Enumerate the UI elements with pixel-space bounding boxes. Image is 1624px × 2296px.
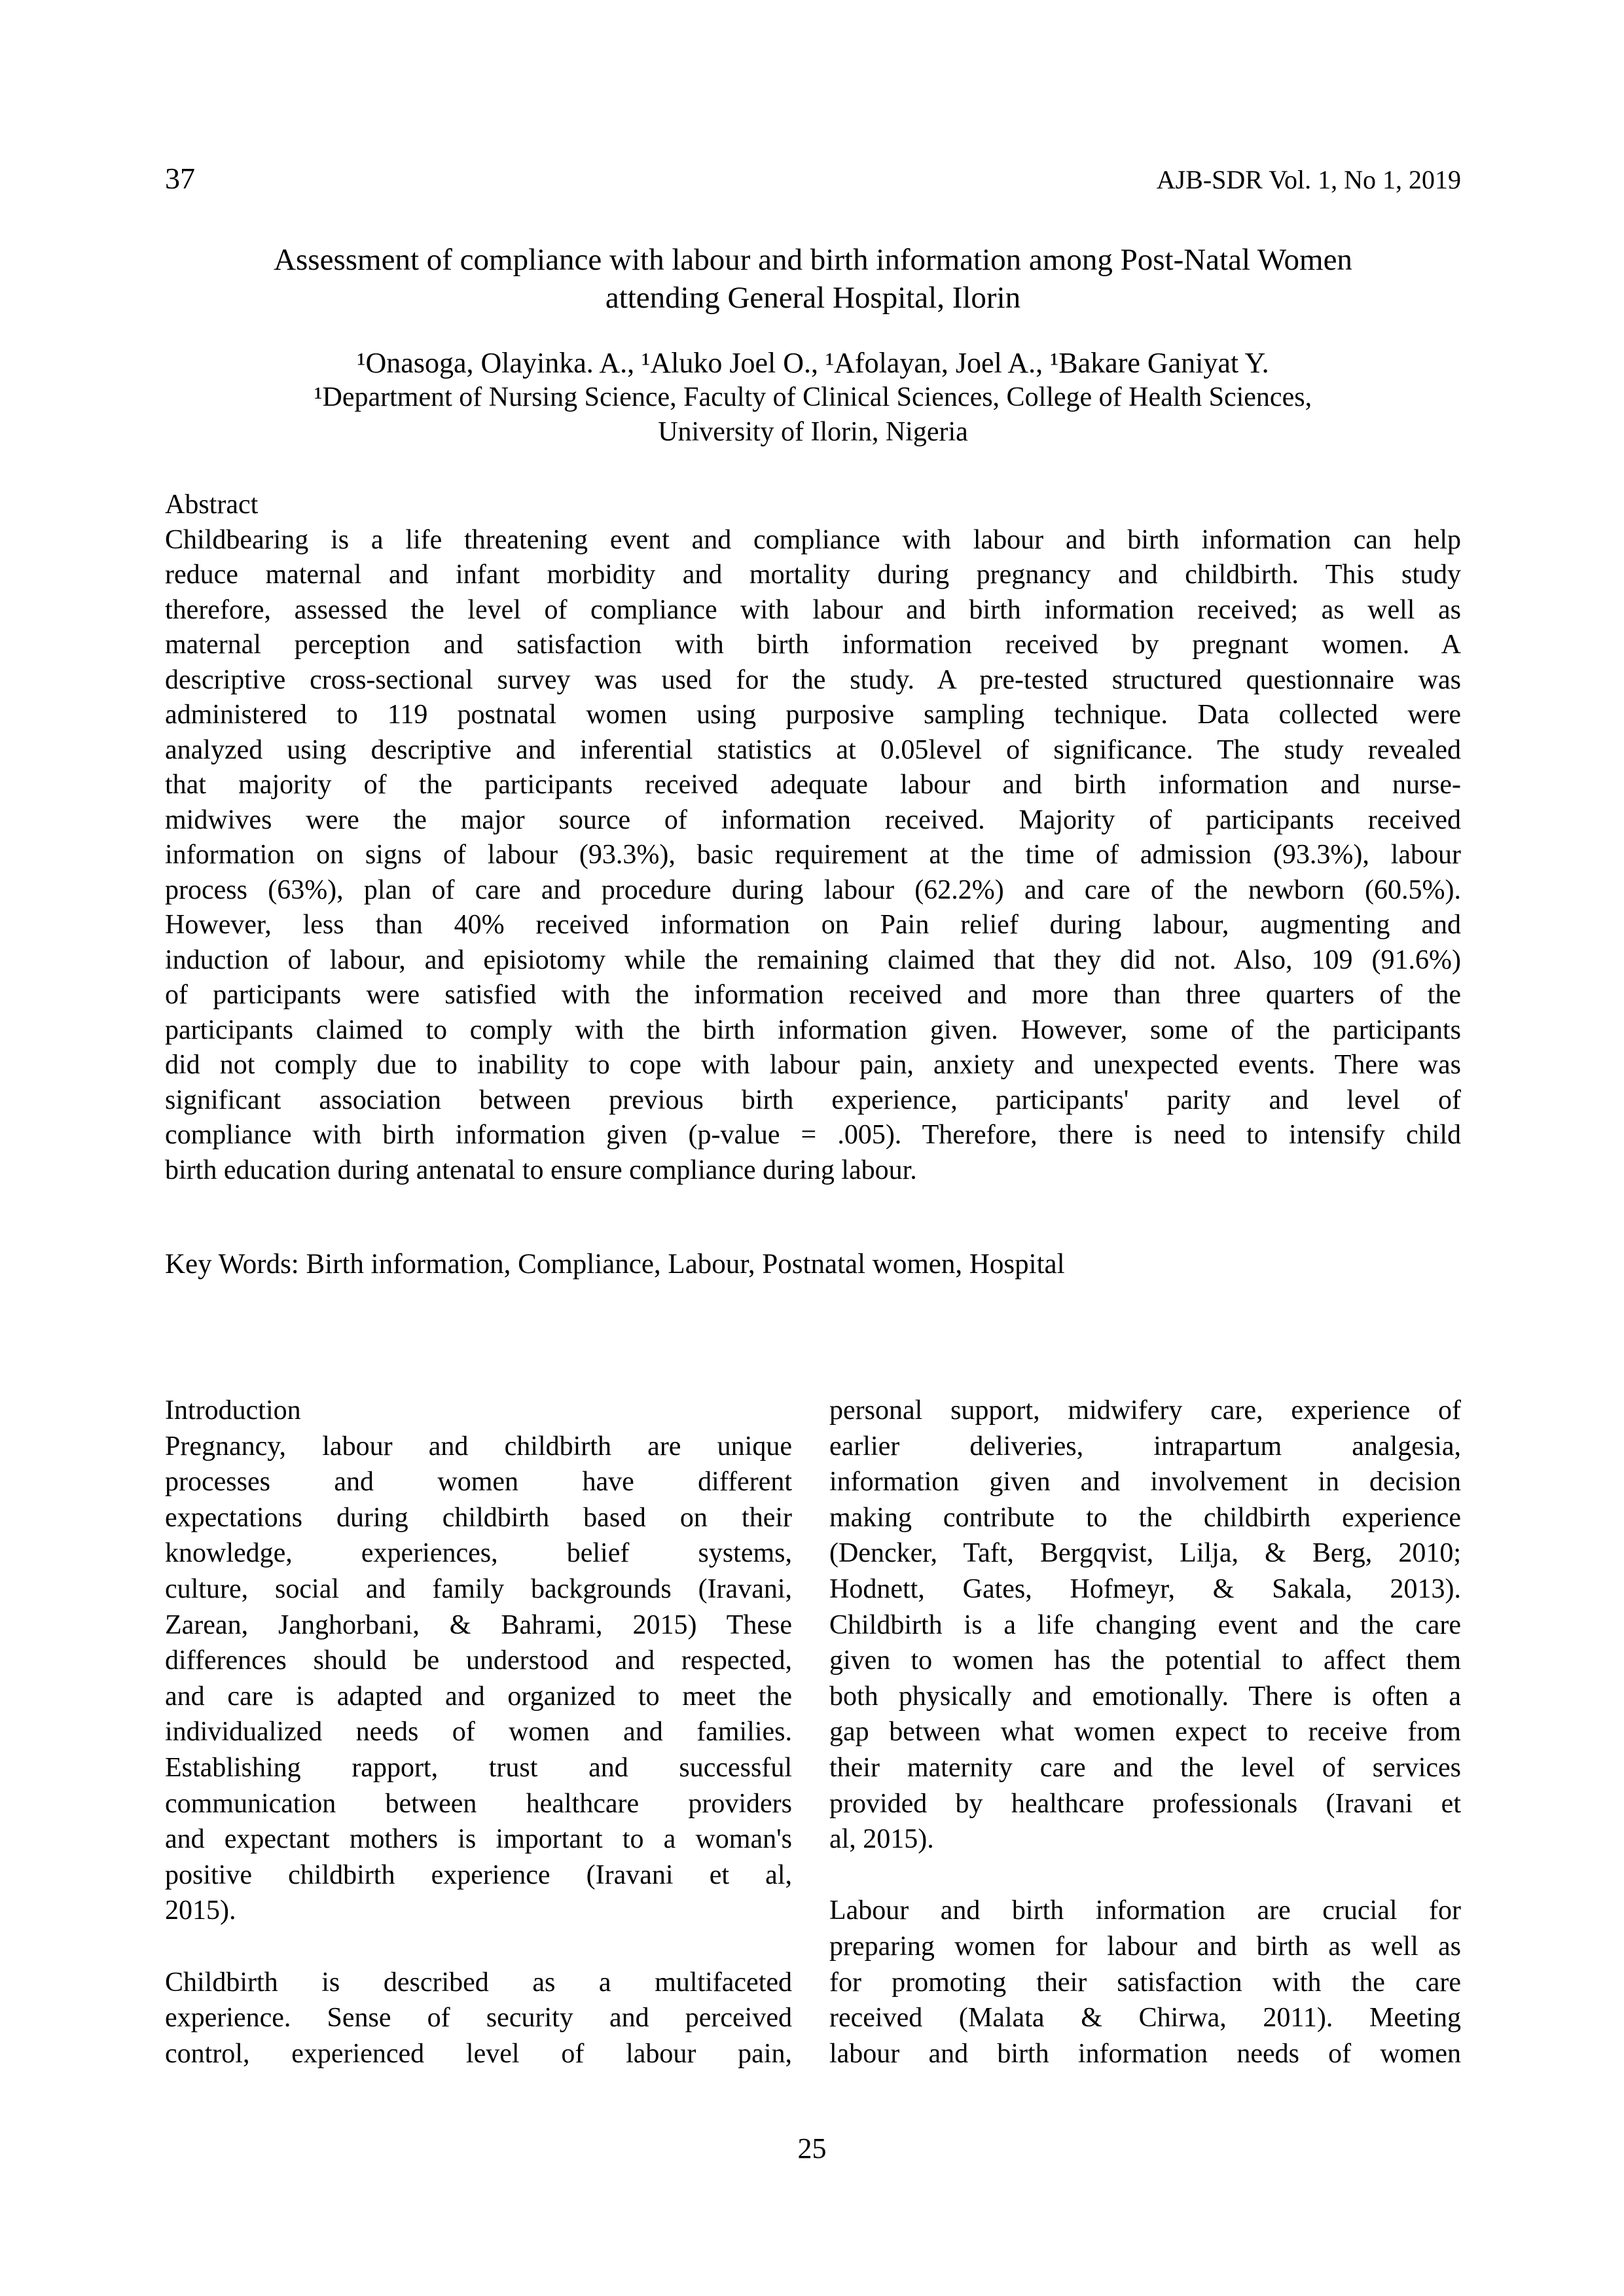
text-line: process (63%), plan of care and procedure during labour (62.2%) and care of the newborn (60.5%). — [165, 874, 1461, 905]
text-line: induction of labour, and episiotomy while the remaining claimed that they did not. Also, 109 (91.6%) — [165, 944, 1461, 975]
text-line: Pregnancy, labour and childbirth are unique — [165, 1431, 792, 1462]
abstract-body — [165, 523, 1461, 1189]
text-line: expectations during childbirth based on their — [165, 1502, 792, 1533]
paper-title-line2: attending General Hospital, Ilorin — [605, 281, 1021, 315]
paper-title-line1: Assessment of compliance with labour and birth information among Post-Natal Women — [274, 243, 1352, 277]
byline — [165, 346, 1461, 450]
page-header — [165, 162, 1461, 196]
introduction-left-text — [165, 1429, 792, 2072]
text-line: Childbirth is a life changing event and the care — [829, 1609, 1461, 1640]
text-line: of participants were satisfied with the information received and more than three quarters of the — [165, 980, 1461, 1010]
text-line: al, 2015). — [829, 1824, 934, 1855]
introduction-heading: Introduction — [165, 1395, 301, 1426]
text-line: Establishing rapport, trust and successful — [165, 1752, 792, 1783]
text-line: control, experienced level of labour pain, — [165, 2038, 792, 2069]
journal-reference: AJB-SDR Vol. 1, No 1, 2019 — [1156, 165, 1461, 194]
text-line: descriptive cross-sectional survey was used for the study. A pre-tested structured questionnaire was — [165, 664, 1461, 695]
text-line: therefore, assessed the level of compliance with labour and birth information received; as well as — [165, 594, 1461, 625]
text-line: knowledge, experiences, belief systems, — [165, 1538, 792, 1569]
text-line: participants claimed to comply with the birth information given. However, some of the participants — [165, 1014, 1461, 1045]
text-line: and expectant mothers is important to a woman's — [165, 1824, 792, 1855]
authors-line: ¹Onasoga, Olayinka. A., ¹Aluko Joel O., ¹Afolayan, Joel A., ¹Bakare Ganiyat Y. — [357, 347, 1269, 379]
keywords-line: Key Words: Birth information, Compliance, Labour, Postnatal women, Hospital — [165, 1249, 1065, 1280]
text-line: significant association between previous birth experience, participants' parity and level of — [165, 1085, 1461, 1115]
text-line: making contribute to the childbirth experience — [829, 1502, 1461, 1533]
affiliation-line2: University of Ilorin, Nigeria — [658, 417, 968, 447]
text-line: information given and involvement in decision — [829, 1467, 1461, 1498]
text-line: provided by healthcare professionals (Iravani et — [829, 1788, 1461, 1819]
text-line: Zarean, Janghorbani, & Bahrami, 2015) These — [165, 1609, 792, 1640]
text-line: communication between healthcare providers — [165, 1788, 792, 1819]
right-column — [829, 1393, 1461, 2072]
text-line: midwives were the major source of information received. Majority of participants received — [165, 804, 1461, 835]
text-line: analyzed using descriptive and inferential statistics at 0.05level of significance. The study revealed — [165, 734, 1461, 765]
text-line: information on signs of labour (93.3%), basic requirement at the time of admission (93.3%), labour — [165, 840, 1461, 870]
text-line: gap between what women expect to receive from — [829, 1717, 1461, 1748]
text-line: and care is adapted and organized to meet the — [165, 1681, 792, 1712]
text-line: positive childbirth experience (Iravani et al, — [165, 1859, 792, 1890]
text-line: labour and birth information needs of women — [829, 2038, 1461, 2069]
text-line: for promoting their satisfaction with the care — [829, 1967, 1461, 1998]
page-number-top: 37 — [165, 162, 195, 195]
abstract-heading: Abstract — [165, 490, 259, 520]
text-line: Labour and birth information are crucial for — [829, 1895, 1461, 1926]
text-line: culture, social and family backgrounds (Iravani, — [165, 1573, 792, 1604]
text-line: (Dencker, Taft, Bergqvist, Lilja, & Berg, 2010; — [829, 1538, 1461, 1569]
text-line: given to women has the potential to affect them — [829, 1645, 1461, 1676]
text-line: Childbearing is a life threatening event and compliance with labour and birth information can help — [165, 524, 1461, 555]
page-number-bottom: 25 — [797, 2132, 827, 2164]
left-column — [165, 1393, 792, 2072]
text-line: However, less than 40% received information on Pain relief during labour, augmenting and — [165, 910, 1461, 940]
text-line: compliance with birth information given (p-value = .005). Therefore, there is need to intensify child — [165, 1120, 1461, 1150]
paper-title — [165, 241, 1461, 317]
text-line: differences should be understood and respected, — [165, 1645, 792, 1676]
text-line: preparing women for labour and birth as well as — [829, 1931, 1461, 1962]
text-line: experience. Sense of security and perceived — [165, 2003, 792, 2034]
text-line: reduce maternal and infant morbidity and mortality during pregnancy and childbirth. This study — [165, 560, 1461, 590]
text-line: earlier deliveries, intrapartum analgesia, — [829, 1431, 1461, 1462]
affiliation-line1: ¹Department of Nursing Science, Faculty of Clinical Sciences, College of Health Sciences, — [314, 382, 1312, 412]
text-line: personal support, midwifery care, experience of — [829, 1395, 1461, 1426]
text-line: 2015). — [165, 1895, 236, 1926]
text-line: Hodnett, Gates, Hofmeyr, & Sakala, 2013). — [829, 1573, 1461, 1604]
introduction-right-text — [829, 1393, 1461, 2072]
text-line: processes and women have different — [165, 1467, 792, 1498]
text-line: Childbirth is described as a multifaceted — [165, 1967, 792, 1998]
text-line: individualized needs of women and families. — [165, 1717, 792, 1748]
abstract-section — [165, 488, 1461, 1188]
text-line: maternal perception and satisfaction with birth information received by pregnant women. A — [165, 630, 1461, 660]
text-line: their maternity care and the level of services — [829, 1752, 1461, 1783]
text-line: received (Malata & Chirwa, 2011). Meeting — [829, 2003, 1461, 2034]
text-line: birth education during antenatal to ensure compliance during labour. — [165, 1155, 917, 1185]
text-line: administered to 119 postnatal women using purposive sampling technique. Data collected were — [165, 700, 1461, 730]
text-line: that majority of the participants received adequate labour and birth information and nurse- — [165, 770, 1461, 800]
text-line: did not comply due to inability to cope with labour pain, anxiety and unexpected events. There was — [165, 1050, 1461, 1080]
text-line: both physically and emotionally. There is often a — [829, 1681, 1461, 1712]
